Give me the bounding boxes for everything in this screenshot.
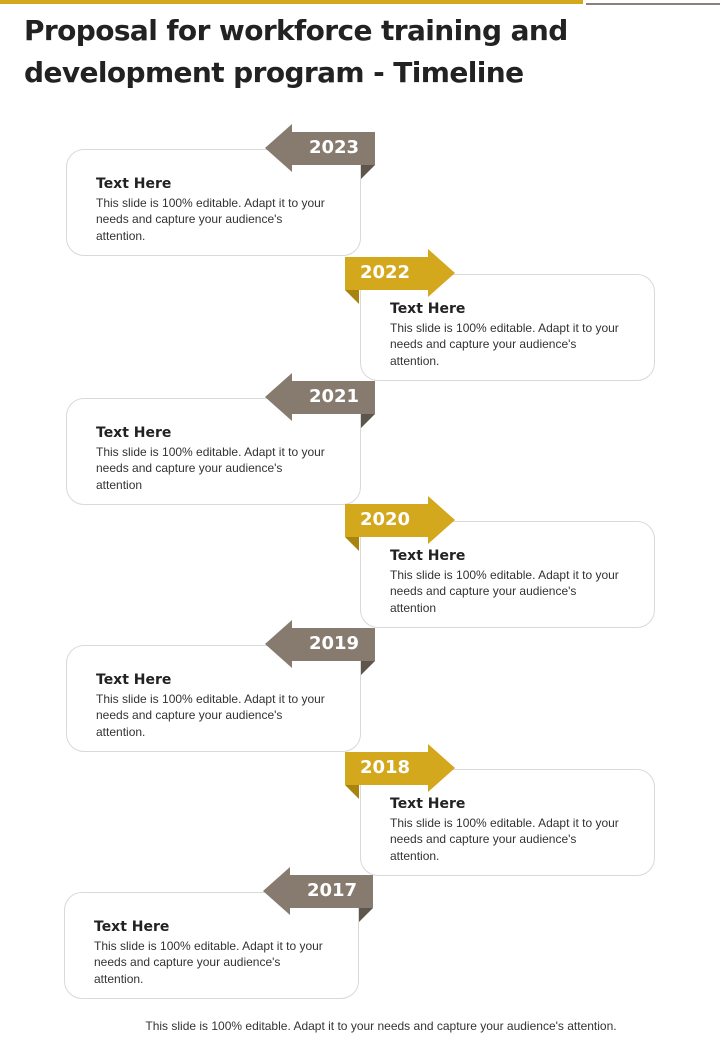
year-tag-2017 <box>263 867 373 923</box>
footer-note: This slide is 100% editable. Adapt it to your needs and capture your audience's attention. <box>145 1019 617 1033</box>
card-body-text: This slide is 100% editable. Adapt it to your needs and capture your audience's attention. <box>94 939 323 986</box>
year-label: 2022 <box>359 262 411 283</box>
year-tag-2018 <box>345 744 455 800</box>
card-body-text: This slide is 100% editable. Adapt it to your needs and capture your audience's attention <box>96 445 325 492</box>
card-heading: Text Here <box>390 301 466 317</box>
year-label: 2017 <box>306 880 358 901</box>
top-accent-line <box>586 3 720 5</box>
card-body-text: This slide is 100% editable. Adapt it to your needs and capture your audience's attention. <box>96 196 325 243</box>
year-label: 2018 <box>359 757 411 778</box>
top-accent-bar <box>0 0 583 4</box>
card-heading: Text Here <box>96 176 172 192</box>
year-label: 2021 <box>308 386 360 407</box>
card-body-text: This slide is 100% editable. Adapt it to your needs and capture your audience's attention <box>390 568 619 615</box>
page-title: Proposal for workforce training and development program - Timeline <box>24 14 568 89</box>
card-body-text: This slide is 100% editable. Adapt it to your needs and capture your audience's attention. <box>390 816 619 863</box>
card-heading: Text Here <box>96 425 172 441</box>
card-heading: Text Here <box>94 919 170 935</box>
year-label: 2020 <box>359 509 411 530</box>
year-tag-2022 <box>345 249 455 305</box>
card-heading: Text Here <box>390 796 466 812</box>
year-label: 2023 <box>308 137 360 158</box>
year-tag-2019 <box>265 620 375 676</box>
card-body-text: This slide is 100% editable. Adapt it to your needs and capture your audience's attention. <box>96 692 325 739</box>
card-body-text: This slide is 100% editable. Adapt it to your needs and capture your audience's attention. <box>390 321 619 368</box>
card-heading: Text Here <box>390 548 466 564</box>
year-tag-2021 <box>265 373 375 429</box>
year-label: 2019 <box>308 633 360 654</box>
year-tag-2020 <box>345 496 455 552</box>
card-heading: Text Here <box>96 672 172 688</box>
year-tag-2023 <box>265 124 375 180</box>
